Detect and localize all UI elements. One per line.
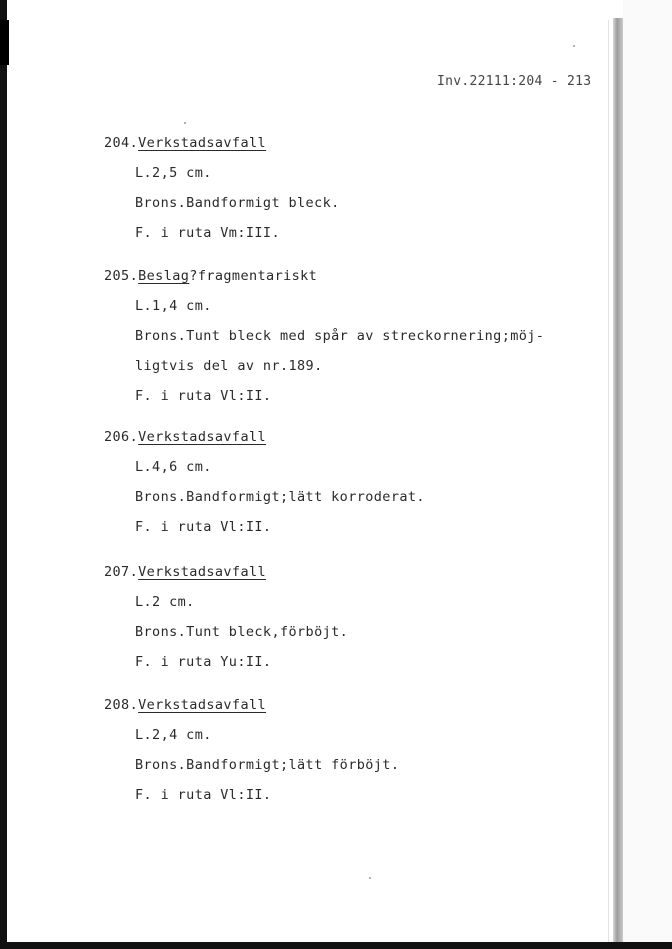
- entry-title: Verkstadsavfall: [138, 697, 267, 713]
- entry-length: L.4,6 cm.: [135, 459, 212, 475]
- entry-number: 204.: [104, 135, 139, 151]
- scan-bottom-border: [0, 942, 672, 949]
- catalog-entry: [104, 268, 545, 404]
- entry-title: Verkstadsavfall: [138, 429, 267, 445]
- page-binding-edge: [613, 18, 623, 949]
- scan-right-margin: [623, 0, 672, 949]
- entry-heading: [104, 135, 309, 151]
- entry-length: L.2,4 cm.: [135, 727, 212, 743]
- page-edge-line: [608, 20, 609, 949]
- scan-left-mark: [0, 20, 9, 65]
- catalog-entry: [104, 564, 349, 670]
- entry-title: Verkstadsavfall: [138, 135, 267, 151]
- entry-description-continued: ligtvis del av nr.189.: [135, 358, 323, 374]
- entry-findspot: F. i ruta Vm:III.: [135, 225, 280, 241]
- inventory-reference: Inv.22111:204 - 213: [437, 74, 592, 89]
- entry-heading: [104, 429, 394, 445]
- entry-number: 207.: [104, 564, 139, 580]
- scan-left-border: [0, 0, 7, 949]
- paper-speck: [573, 45, 575, 47]
- entry-description: Brons.Bandformigt;lätt korroderat.: [135, 489, 425, 505]
- entry-number: 205.: [104, 268, 139, 284]
- catalog-entry: [104, 429, 425, 535]
- entry-description: Brons.Tunt bleck,förböjt.: [135, 624, 349, 640]
- entry-length: L.2,5 cm.: [135, 165, 212, 181]
- entry-title: Beslag: [138, 268, 190, 284]
- entry-findspot: F. i ruta Yu:II.: [135, 654, 272, 670]
- entry-heading: [104, 268, 513, 284]
- entry-findspot: F. i ruta Vl:II.: [135, 519, 272, 535]
- entry-title: Verkstadsavfall: [138, 564, 267, 580]
- paper-speck: [184, 122, 186, 124]
- entry-description: Brons.Tunt bleck med spår av streckornering;möj-: [135, 328, 545, 344]
- entry-description: Brons.Bandformigt bleck.: [135, 195, 340, 211]
- catalog-entry: [104, 135, 340, 241]
- entry-title-suffix: ?fragmentariskt: [189, 268, 318, 284]
- entry-length: L.2 cm.: [135, 594, 195, 610]
- catalog-entry: [104, 697, 400, 803]
- entry-heading: [104, 564, 317, 580]
- entry-length: L.1,4 cm.: [135, 298, 212, 314]
- entry-findspot: F. i ruta Vl:II.: [135, 388, 272, 404]
- entry-number: 208.: [104, 697, 139, 713]
- entry-findspot: F. i ruta Vl:II.: [135, 787, 272, 803]
- entry-heading: [104, 697, 368, 713]
- entry-number: 206.: [104, 429, 139, 445]
- paper-speck: [369, 877, 371, 879]
- entry-description: Brons.Bandformigt;lätt förböjt.: [135, 757, 400, 773]
